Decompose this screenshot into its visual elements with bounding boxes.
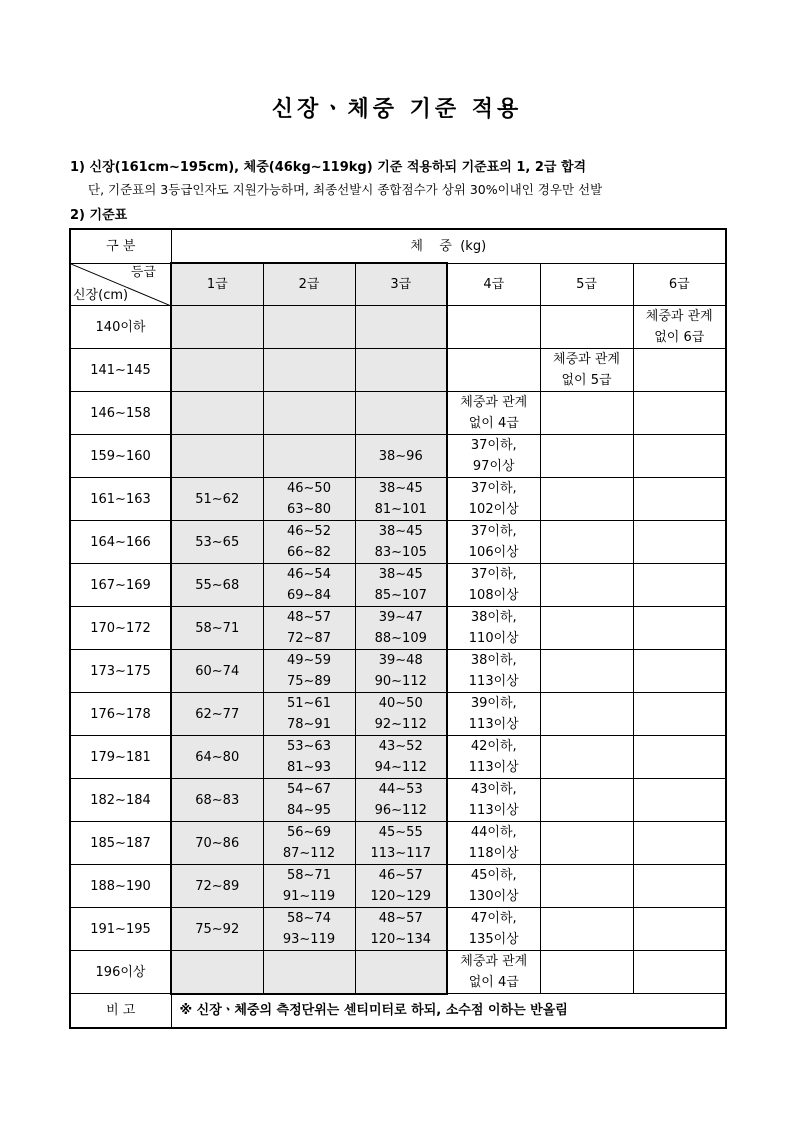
cell-line: 72∼87 <box>287 631 331 646</box>
grade-3-cell <box>355 650 447 693</box>
grade-3-cell <box>355 607 447 650</box>
cell-line: 135이상 <box>468 932 519 947</box>
cell-line: 39∼47 <box>378 610 423 625</box>
grade-header-2: 2급 <box>263 263 355 306</box>
cell-line: 없이 4급 <box>468 975 519 990</box>
grade-5-cell <box>540 564 633 607</box>
grade-5-cell <box>540 951 633 994</box>
grade-2-cell <box>263 736 355 779</box>
cell-line: 46∼57 <box>378 868 423 883</box>
cell-line: 37이하, <box>470 524 517 539</box>
page-title: 신장ㆍ체중 기준 적용 <box>271 96 523 122</box>
grade-2-cell <box>263 607 355 650</box>
cell-line: 47이하, <box>470 911 517 926</box>
cell-line: 46∼50 <box>287 481 331 496</box>
cell-line: 56∼69 <box>287 825 331 840</box>
grade-1-cell <box>171 650 263 693</box>
grade-1-cell <box>171 478 263 521</box>
cell-line: 63∼80 <box>287 502 331 517</box>
cell-line: 75∼89 <box>287 674 331 689</box>
height-range-cell: 173∼175 <box>70 650 171 693</box>
grade-2-cell <box>263 349 355 392</box>
grade-4-cell <box>447 736 540 779</box>
cell-line: 55∼68 <box>195 577 240 593</box>
table-row <box>70 650 726 693</box>
grade-2-cell <box>263 478 355 521</box>
grade-1-cell <box>171 908 263 951</box>
cell-line: 38∼45 <box>378 524 423 539</box>
grade-1-cell <box>171 779 263 822</box>
table-row <box>70 349 726 392</box>
note-row <box>70 994 726 1028</box>
grade-3-cell <box>355 736 447 779</box>
cell-line: 38∼96 <box>378 448 423 464</box>
table-row <box>70 865 726 908</box>
criteria-line-1: 1) 신장(161cm∼195cm), 체중(46kg∼119kg) 기준 적용하되 기준표의 1, 2급 합격 <box>70 160 587 175</box>
grade-header-5: 5급 <box>540 263 633 306</box>
grade-6-cell <box>633 736 726 779</box>
table-row <box>70 564 726 607</box>
cell-line: 38∼45 <box>378 481 423 496</box>
cell-line: 120∼129 <box>370 889 432 904</box>
height-range-cell: 179∼181 <box>70 736 171 779</box>
grade-6-cell <box>633 822 726 865</box>
grade-4-cell <box>447 435 540 478</box>
cell-line: 53∼65 <box>195 534 240 550</box>
cell-line: 90∼112 <box>374 674 427 689</box>
cell-line: 58∼74 <box>287 911 331 926</box>
grade-5-cell <box>540 908 633 951</box>
cell-line: 88∼109 <box>374 631 427 646</box>
cell-line: 체중과 관계 <box>460 954 528 969</box>
height-range-cell: 164∼166 <box>70 521 171 564</box>
table-row <box>70 306 726 349</box>
grade-2-cell <box>263 564 355 607</box>
grade-1-cell <box>171 865 263 908</box>
grade-6-cell <box>633 349 726 392</box>
grade-4-cell <box>447 349 540 392</box>
table-row <box>70 478 726 521</box>
grade-3-cell <box>355 349 447 392</box>
table-row <box>70 521 726 564</box>
cell-line: 58∼71 <box>195 620 240 636</box>
grade-1-cell <box>171 607 263 650</box>
grade-4-cell <box>447 564 540 607</box>
grade-2-cell <box>263 650 355 693</box>
grade-2-cell <box>263 392 355 435</box>
cell-line: 51∼62 <box>195 491 240 507</box>
cell-line: 75∼92 <box>195 921 240 937</box>
height-range-cell: 159∼160 <box>70 435 171 478</box>
table-heading: 2) 기준표 <box>70 208 128 223</box>
cell-line: 53∼63 <box>287 739 331 754</box>
grade-3-cell <box>355 822 447 865</box>
grade-5-cell <box>540 478 633 521</box>
cell-line: 97이상 <box>472 459 515 474</box>
grade-6-cell <box>633 564 726 607</box>
height-range-cell: 196이상 <box>70 951 171 994</box>
cell-line: 없이 4급 <box>468 416 519 431</box>
cell-line: 38∼45 <box>378 567 423 582</box>
cell-line: 64∼80 <box>195 749 240 765</box>
cell-line: 84∼95 <box>287 803 331 818</box>
cell-line: 81∼93 <box>287 760 331 775</box>
grade-header-3: 3급 <box>355 263 447 306</box>
diagonal-header-cell <box>70 263 171 306</box>
grade-3-cell <box>355 779 447 822</box>
cell-line: 49∼59 <box>287 653 331 668</box>
grade-6-cell <box>633 478 726 521</box>
cell-line: 42이하, <box>470 739 517 754</box>
cell-line: 40∼50 <box>378 696 423 711</box>
cell-line: 44∼53 <box>378 782 423 797</box>
cell-line: 118이상 <box>468 846 519 861</box>
cell-line: 108이상 <box>468 588 519 603</box>
cell-line: 102이상 <box>468 502 519 517</box>
cell-line: 91∼119 <box>282 889 336 904</box>
height-range-cell: 167∼169 <box>70 564 171 607</box>
grade-4-cell <box>447 650 540 693</box>
cell-line: 94∼112 <box>374 760 427 775</box>
grade-5-cell <box>540 736 633 779</box>
cell-line: 48∼57 <box>287 610 331 625</box>
cell-line: 113이상 <box>468 803 519 818</box>
grade-2-cell <box>263 435 355 478</box>
table-row <box>70 779 726 822</box>
grade-4-cell <box>447 521 540 564</box>
cell-line: 46∼54 <box>287 567 331 582</box>
grade-2-cell <box>263 951 355 994</box>
grade-3-cell <box>355 521 447 564</box>
cell-line: 106이상 <box>468 545 519 560</box>
height-range-cell: 176∼178 <box>70 693 171 736</box>
cell-line: 48∼57 <box>378 911 423 926</box>
cell-line: 93∼119 <box>282 932 336 947</box>
grade-4-cell <box>447 306 540 349</box>
grade-3-cell <box>355 951 447 994</box>
grade-3-cell <box>355 865 447 908</box>
cell-line: 38이하, <box>470 653 517 668</box>
cell-line: 44이하, <box>470 825 517 840</box>
grade-4-cell <box>447 908 540 951</box>
criteria-line-2: 단, 기준표의 3등급인자도 지원가능하며, 최종선발시 종합점수가 상위 30%이내인 경우만 선발 <box>88 182 603 197</box>
note-label: 비 고 <box>70 994 171 1028</box>
gubun-header: 구 분 <box>70 229 171 263</box>
grade-header-6: 6급 <box>633 263 726 306</box>
grade-3-cell <box>355 435 447 478</box>
cell-line: 113∼117 <box>370 846 432 861</box>
cell-line: 37이하, <box>470 438 517 453</box>
grade-4-cell <box>447 607 540 650</box>
weight-header: 체 중 (kg) <box>171 229 726 263</box>
cell-line: 62∼77 <box>195 706 240 722</box>
table-row <box>70 822 726 865</box>
cell-line: 110이상 <box>468 631 519 646</box>
cell-line: 없이 5급 <box>561 373 612 388</box>
height-range-cell: 141∼145 <box>70 349 171 392</box>
grade-1-cell <box>171 736 263 779</box>
grade-5-cell <box>540 693 633 736</box>
grade-6-cell <box>633 392 726 435</box>
table-row <box>70 951 726 994</box>
cell-line: 45∼55 <box>378 825 423 840</box>
grade-6-cell <box>633 865 726 908</box>
height-range-cell: 191∼195 <box>70 908 171 951</box>
cell-line: 92∼112 <box>374 717 427 732</box>
grade-2-cell <box>263 822 355 865</box>
grade-5-cell <box>540 865 633 908</box>
height-label: 신장(cm) <box>73 288 129 303</box>
cell-line: 없이 6급 <box>654 330 705 345</box>
height-range-cell: 182∼184 <box>70 779 171 822</box>
cell-line: 38이하, <box>470 610 517 625</box>
cell-line: 60∼74 <box>195 663 240 679</box>
cell-line: 37이하, <box>470 567 517 582</box>
grade-2-cell <box>263 779 355 822</box>
height-range-cell: 161∼163 <box>70 478 171 521</box>
grade-4-cell <box>447 392 540 435</box>
grade-1-cell <box>171 521 263 564</box>
cell-line: 72∼89 <box>195 878 240 894</box>
grade-4-cell <box>447 951 540 994</box>
cell-line: 113이상 <box>468 717 519 732</box>
height-range-cell: 188∼190 <box>70 865 171 908</box>
grade-2-cell <box>263 306 355 349</box>
grade-6-cell <box>633 306 726 349</box>
grade-3-cell <box>355 564 447 607</box>
grade-2-cell <box>263 865 355 908</box>
height-range-cell: 185∼187 <box>70 822 171 865</box>
grade-6-cell <box>633 435 726 478</box>
cell-line: 43∼52 <box>378 739 423 754</box>
grade-4-cell <box>447 822 540 865</box>
grade-5-cell <box>540 779 633 822</box>
grade-1-cell <box>171 435 263 478</box>
grade-3-cell <box>355 693 447 736</box>
cell-line: 54∼67 <box>287 782 331 797</box>
grade-5-cell <box>540 306 633 349</box>
cell-line: 113이상 <box>468 674 519 689</box>
grade-3-cell <box>355 306 447 349</box>
grade-5-cell <box>540 392 633 435</box>
cell-line: 43이하, <box>470 782 517 797</box>
table-row <box>70 736 726 779</box>
grade-6-cell <box>633 779 726 822</box>
grade-1-cell <box>171 349 263 392</box>
grade-6-cell <box>633 650 726 693</box>
cell-line: 85∼107 <box>374 588 427 603</box>
cell-line: 체중과 관계 <box>553 352 620 367</box>
grade-2-cell <box>263 693 355 736</box>
grade-5-cell <box>540 607 633 650</box>
table-row <box>70 908 726 951</box>
table-row <box>70 392 726 435</box>
cell-line: 113이상 <box>468 760 519 775</box>
height-range-cell: 170∼172 <box>70 607 171 650</box>
cell-line: 81∼101 <box>374 502 427 517</box>
height-range-cell: 140이하 <box>70 306 171 349</box>
note-text: ※ 신장ㆍ체중의 측정단위는 센티미터로 하되, 소수점 이하는 반올림 <box>171 994 726 1028</box>
cell-line: 37이하, <box>470 481 517 496</box>
table-row <box>70 693 726 736</box>
grade-5-cell <box>540 349 633 392</box>
grade-2-cell <box>263 908 355 951</box>
cell-line: 58∼71 <box>287 868 331 883</box>
cell-line: 45이하, <box>470 868 517 883</box>
grade-5-cell <box>540 822 633 865</box>
cell-line: 70∼86 <box>195 835 240 851</box>
grade-2-cell <box>263 521 355 564</box>
cell-line: 46∼52 <box>287 524 331 539</box>
grade-6-cell <box>633 951 726 994</box>
grade-6-cell <box>633 693 726 736</box>
grade-6-cell <box>633 607 726 650</box>
grade-6-cell <box>633 521 726 564</box>
cell-line: 87∼112 <box>282 846 336 861</box>
cell-line: 130이상 <box>468 889 519 904</box>
grade-header-1: 1급 <box>171 263 263 306</box>
grade-header-4: 4급 <box>447 263 540 306</box>
cell-line: 69∼84 <box>287 588 331 603</box>
height-range-cell: 146∼158 <box>70 392 171 435</box>
grade-1-cell <box>171 564 263 607</box>
cell-line: 체중과 관계 <box>645 309 713 324</box>
grade-3-cell <box>355 392 447 435</box>
cell-line: 66∼82 <box>287 545 331 560</box>
cell-line: 51∼61 <box>287 696 331 711</box>
grade-3-cell <box>355 478 447 521</box>
cell-line: 78∼91 <box>287 717 331 732</box>
cell-line: 83∼105 <box>374 545 427 560</box>
grade-label: 등급 <box>130 264 156 280</box>
grade-1-cell <box>171 822 263 865</box>
cell-line: 96∼112 <box>374 803 427 818</box>
grade-5-cell <box>540 435 633 478</box>
grade-4-cell <box>447 693 540 736</box>
cell-line: 120∼134 <box>370 932 432 947</box>
cell-line: 39이하, <box>470 696 517 711</box>
grade-5-cell <box>540 521 633 564</box>
grade-4-cell <box>447 865 540 908</box>
grade-1-cell <box>171 306 263 349</box>
grade-1-cell <box>171 392 263 435</box>
grade-6-cell <box>633 908 726 951</box>
grade-1-cell <box>171 951 263 994</box>
height-weight-table <box>69 228 727 1029</box>
table-row <box>70 607 726 650</box>
cell-line: 68∼83 <box>195 792 240 808</box>
grade-3-cell <box>355 908 447 951</box>
cell-line: 체중과 관계 <box>460 395 528 410</box>
grade-4-cell <box>447 779 540 822</box>
grade-4-cell <box>447 478 540 521</box>
cell-line: 39∼48 <box>378 653 423 668</box>
table-row <box>70 435 726 478</box>
grade-5-cell <box>540 650 633 693</box>
grade-1-cell <box>171 693 263 736</box>
